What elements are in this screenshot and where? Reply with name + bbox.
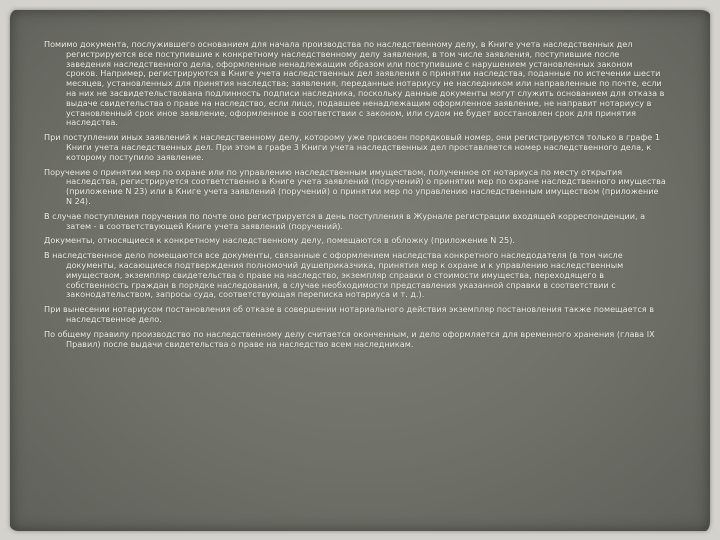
body-text — [44, 40, 666, 354]
paragraph-other-applications: При поступлении иных заявлений к наследственному делу, которому уже присвоен порядковый номер, они регистрируются только в графе 1 Книги учета наследственных дел. При этом в графе 3 Книги учета наследственных дел проставляется номер наследственного дела, к которому поступило заявление. — [44, 132, 660, 162]
paragraph-case-contents: В наследственное дело помещаются все документы, связанные с оформлением наследства конкретного наследодателя (в том числе документы, касающиеся подтверждения полномочий душеприказчика, принятия мер к охране и к управлению наследственным имуществом, экземпляр свидетельства о праве на наследство, экземпляр справки о стоимости имущества, переходящего в собственность граждан в порядке наследования, в случае необходимости представления указанной справки в соответствии с законодательством, запросы суда, соответствующая переписка нотариуса и т. д.). — [44, 250, 624, 300]
paragraph-protection-orders: Поручение о принятии мер по охране или по управлению наследственным имуществом, полученное от нотариуса по месту открытия наследства, регистрируется соответственно в Книге учета заявлений (поручений) о принятии мер по охране наследственного имущества (приложение N 23) или в Книге учета заявлений (поручений) о принятии мер по управлению наследственным имуществом (приложение N 24). — [44, 166, 666, 206]
paragraph-cover: Документы, относящиеся к конкретному наследственному делу, помещаются в обложку (приложение N 25). — [44, 235, 515, 246]
paragraph-mail-orders: В случае поступления поручения по почте оно регистрируется в день поступления в Журнале регистрации входящей корреспонденции, а затем - в соответствующей Книге учета заявлений (поручений). — [44, 210, 646, 231]
paragraph-completion: По общему правилу производство по наследственному делу считается оконченным, и дело оформляется для временного хранения (глава IX Правил) после выдачи свидетельства о праве на наследство всем наследникам. — [44, 328, 655, 349]
paragraph-refusal: При вынесении нотариусом постановления об отказе в совершении нотариального действия экземпляр постановления также помещается в наследственное дело. — [44, 304, 654, 324]
paragraph-registration: Помимо документа, послужившего основанием для начала производства по наследственному делу, в Книге учета наследственных дел регистрируются все поступившие к конкретному наследственному делу заявления, в том числе заявления, поступившие после заведения наследственного дела, оформленные ненадлежащим образом или поступившие с нарушением установленных законом сроков. Например, регистрируются в Книге учета наследственных дел заявления о принятии наследства, поданные по истечении шести месяцев, установленных для принятия наследства; заявления, переданные нотариусу не наследником или направленные по почте, если на них не засвидетельствована подлинность подписи наследника, поскольку данные документы могут служить основанием для отказа в выдаче свидетельства о праве на наследство, если лицо, подавшее ненадлежащим оформленное заявление, не направит нотариусу в установленный срок иное заявление, оформленное в соответствии с законом, или судом не будет восстановлен срок для принятия наследства. — [44, 39, 665, 128]
